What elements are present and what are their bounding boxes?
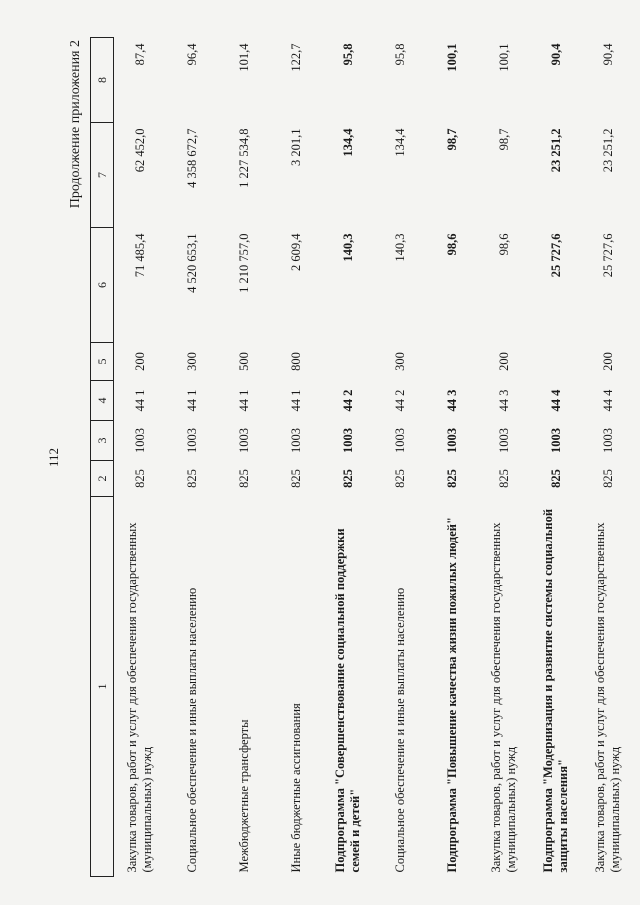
cell-target-article: 44 1	[236, 389, 251, 412]
cell-executed: 98,7	[444, 128, 459, 151]
column-header: 5	[91, 343, 114, 381]
cell-percent: 95,8	[340, 43, 355, 66]
cell-section: 1003	[392, 428, 407, 453]
cell-expense-type: 300	[184, 352, 199, 371]
column-header: 4	[91, 381, 114, 421]
cell-percent: 90,4	[548, 43, 563, 66]
cell-ministry: 825	[444, 469, 459, 488]
cell-target-article: 44 3	[444, 389, 459, 412]
column-header: 2	[91, 461, 114, 497]
column-header: 3	[91, 421, 114, 461]
cell-target-article: 44 2	[392, 389, 407, 412]
cell-target-article: 44 1	[288, 389, 303, 412]
cell-percent: 122,7	[288, 43, 303, 72]
cell-executed: 62 452,0	[132, 128, 147, 173]
cell-planned: 98,6	[496, 233, 511, 256]
column-header: 6	[91, 228, 114, 343]
cell-ministry: 825	[184, 469, 199, 488]
row-name-cell: Подпрограмма "Совершенствование социальной поддержки семей и детей"	[333, 528, 362, 873]
cell-expense-type: 200	[132, 352, 147, 371]
cell-section: 1003	[288, 428, 303, 453]
cell-section: 1003	[444, 428, 459, 453]
table-row	[218, 38, 270, 877]
cell-expense-type: 200	[600, 352, 615, 371]
cell-planned: 140,3	[340, 233, 355, 262]
cell-ministry: 825	[340, 469, 355, 488]
cell-planned: 2 609,4	[288, 233, 303, 271]
cell-ministry: 825	[600, 469, 615, 488]
cell-expense-type	[530, 343, 582, 381]
cell-executed: 3 201,1	[288, 128, 303, 166]
budget-table	[90, 37, 634, 877]
cell-percent: 96,4	[184, 43, 199, 66]
cell-target-article: 44 1	[184, 389, 199, 412]
column-header: 7	[91, 123, 114, 228]
cell-planned: 4 520 653,1	[184, 233, 199, 293]
table-row	[530, 38, 582, 877]
cell-percent: 100,1	[496, 43, 511, 72]
cell-expense-type: 300	[392, 352, 407, 371]
cell-planned: 25 727,6	[548, 233, 563, 278]
cell-expense-type	[426, 343, 478, 381]
cell-executed: 23 251,2	[548, 128, 563, 173]
cell-section: 1003	[236, 428, 251, 453]
cell-section: 1003	[132, 428, 147, 453]
cell-section: 1003	[184, 428, 199, 453]
table-row	[426, 38, 478, 877]
cell-executed: 134,4	[340, 128, 355, 157]
column-header: 8	[91, 38, 114, 123]
cell-executed: 4 358 672,7	[184, 128, 199, 188]
cell-expense-type: 800	[288, 352, 303, 371]
table-row	[478, 38, 530, 877]
column-header: 1	[91, 497, 114, 877]
cell-percent: 100,1	[444, 43, 459, 72]
cell-percent: 87,4	[132, 43, 147, 66]
cell-section: 1003	[600, 428, 615, 453]
cell-section: 1003	[548, 428, 563, 453]
cell-section: 1003	[496, 428, 511, 453]
cell-executed: 23 251,2	[600, 128, 615, 173]
header-row	[91, 38, 114, 877]
table-row	[374, 38, 426, 877]
cell-target-article: 44 3	[496, 389, 511, 412]
row-name-cell: Иные бюджетные ассигнования	[288, 703, 303, 873]
cell-expense-type: 200	[496, 352, 511, 371]
cell-planned: 71 485,4	[132, 233, 147, 278]
cell-ministry: 825	[132, 469, 147, 488]
cell-planned: 140,3	[392, 233, 407, 262]
cell-percent: 95,8	[392, 43, 407, 66]
continuation-note: Продолжение приложения 2	[68, 40, 83, 209]
table-row	[270, 38, 322, 877]
cell-planned: 25 727,6	[600, 233, 615, 278]
cell-executed: 1 227 534,8	[236, 128, 251, 188]
cell-planned: 98,6	[444, 233, 459, 256]
cell-target-article: 44 4	[548, 389, 563, 412]
cell-ministry: 825	[496, 469, 511, 488]
cell-planned: 1 210 757,0	[236, 233, 251, 293]
cell-percent: 90,4	[600, 43, 615, 66]
row-name-cell: Закупка товаров, работ и услуг для обеспечения государственных (муниципальных) нужд	[125, 522, 154, 873]
cell-target-article: 44 1	[132, 389, 147, 412]
page-number: 112	[46, 447, 61, 467]
table-row	[166, 38, 218, 877]
cell-ministry: 825	[236, 469, 251, 488]
row-name-cell: Закупка товаров, работ и услуг для обеспечения государственных (муниципальных) нужд	[489, 522, 518, 873]
cell-target-article: 44 2	[340, 389, 355, 412]
cell-executed: 134,4	[392, 128, 407, 157]
row-name-cell: Межбюджетные трансферты	[236, 719, 251, 873]
table-row	[114, 38, 167, 877]
table-row	[322, 38, 374, 877]
row-name-cell: Социальное обеспечение и иные выплаты населению	[392, 587, 407, 873]
row-name-cell: Закупка товаров, работ и услуг для обеспечения государственных (муниципальных) нужд	[593, 522, 622, 873]
cell-expense-type: 500	[236, 352, 251, 371]
cell-target-article: 44 4	[600, 389, 615, 412]
row-name-cell: Социальное обеспечение и иные выплаты населению	[184, 587, 199, 873]
table-body	[114, 38, 635, 877]
table-row	[582, 38, 634, 877]
cell-ministry: 825	[548, 469, 563, 488]
cell-executed: 98,7	[496, 128, 511, 151]
row-name-cell: Подпрограмма "Модернизация и развитие системы социальной защиты населения"	[541, 508, 570, 873]
cell-expense-type	[322, 343, 374, 381]
cell-ministry: 825	[288, 469, 303, 488]
cell-section: 1003	[340, 428, 355, 453]
cell-percent: 101,4	[236, 43, 251, 72]
cell-ministry: 825	[392, 469, 407, 488]
row-name-cell: Подпрограмма "Повышение качества жизни пожилых людей"	[444, 517, 459, 873]
